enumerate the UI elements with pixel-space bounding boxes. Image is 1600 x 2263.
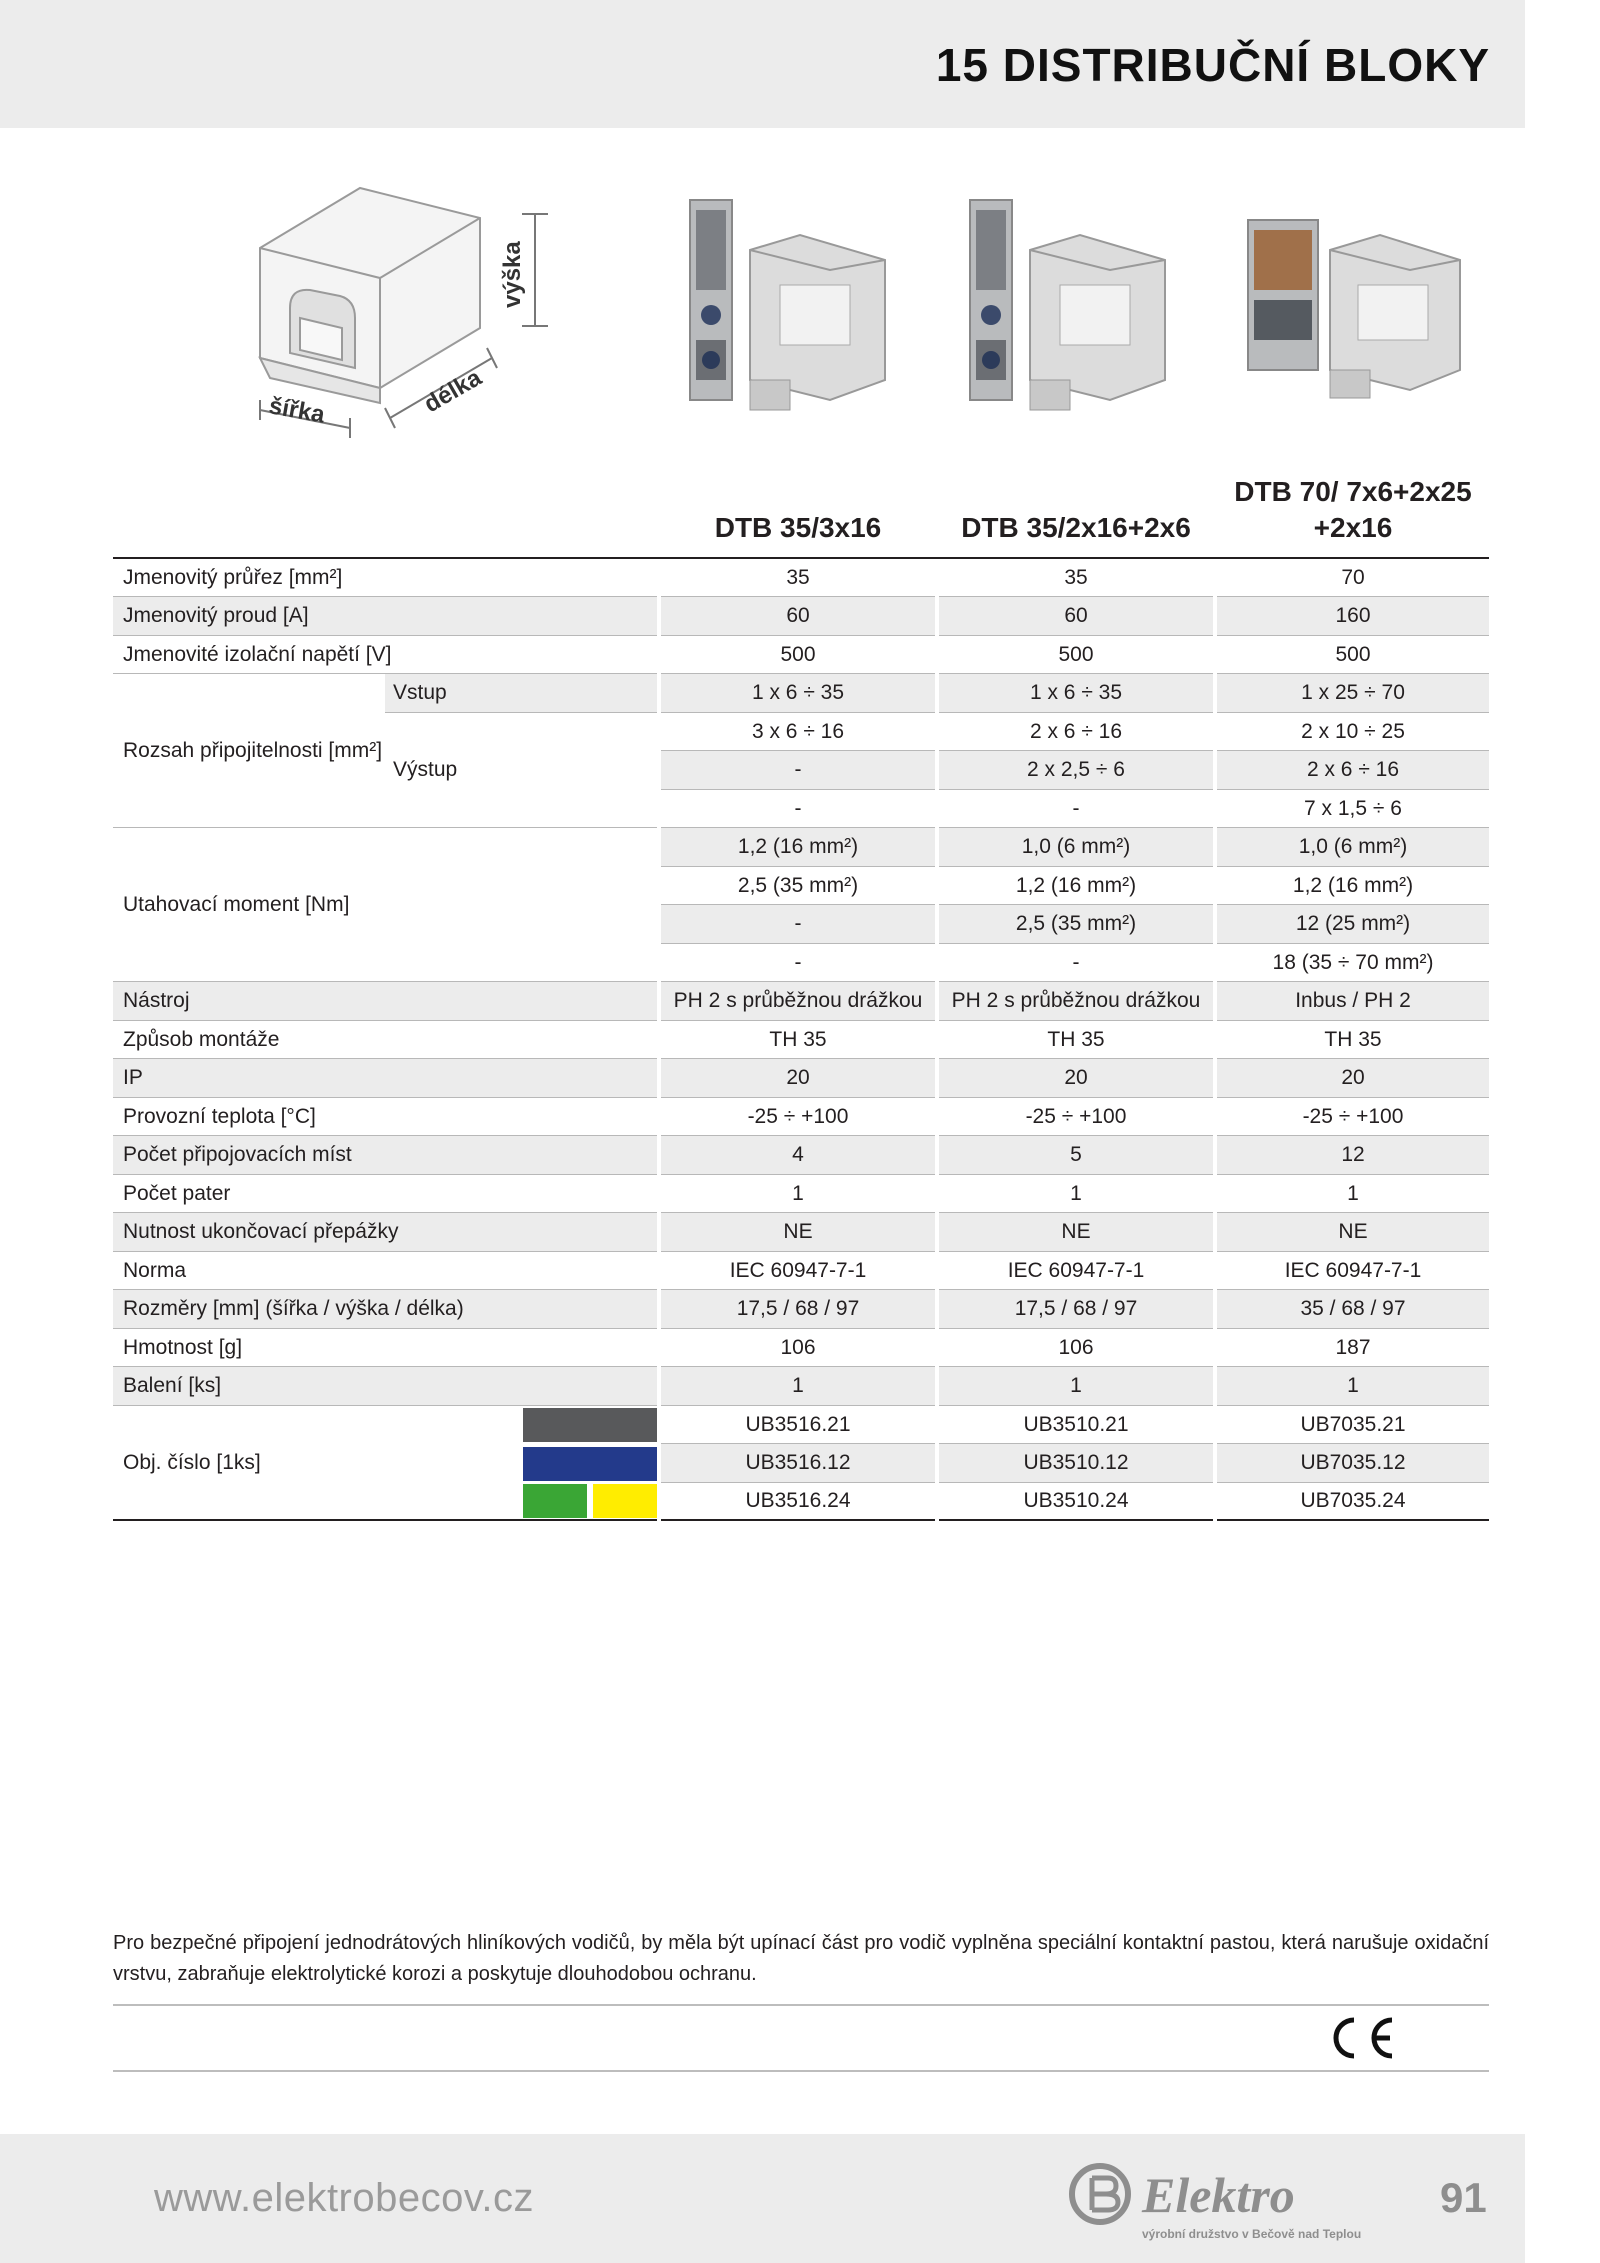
cell: 106 [661, 1329, 935, 1368]
aluminium-conductor-note: Pro bezpečné připojení jednodrátových hliníkových vodičů, by měla být upínací část pro vodič vyplněna speciální kontaktní pastou, která narušuje oxidační vrstvu, zabraňuje elektrolytické korozi a poskytuje dlouhodobou ochranu. [113, 1932, 1489, 1985]
cell: 1 x 25 ÷ 70 [1217, 674, 1489, 713]
table-row [113, 1175, 1489, 1214]
cell: 60 [939, 597, 1213, 636]
cell: -25 ÷ +100 [661, 1098, 935, 1137]
table-row [113, 597, 1489, 636]
color-swatch-cell [521, 1406, 657, 1445]
table-row [113, 636, 1489, 675]
row-label: Provozní teplota [°C] [113, 1098, 657, 1137]
website-link[interactable]: www.elektrobecov.cz [154, 2176, 535, 2220]
product-image-dtb70 [1240, 190, 1500, 430]
column-header: DTB 35/3x16 [661, 474, 935, 559]
ce-mark-icon [1322, 2014, 1398, 2062]
cell: 1 x 6 ÷ 35 [939, 674, 1213, 713]
dimension-diagram [230, 178, 570, 478]
cell: IEC 60947-7-1 [661, 1252, 935, 1291]
cell: 18 (35 ÷ 70 mm²) [1217, 944, 1489, 983]
cell: 5 [939, 1136, 1213, 1175]
row-label: Způsob montáže [113, 1021, 657, 1060]
cell: 12 (25 mm²) [1217, 905, 1489, 944]
page-number: 91 [1440, 2174, 1487, 2221]
row-label: IP [113, 1059, 657, 1098]
cell: - [661, 790, 935, 829]
product-image-dtb35-3x16 [680, 190, 940, 430]
spec-table [113, 474, 1489, 1521]
cell: 2 x 6 ÷ 16 [939, 713, 1213, 752]
row-label: Rozsah připojitelnosti [mm²] [113, 674, 385, 828]
width-label: šířka [266, 392, 327, 429]
cell: 1 x 6 ÷ 35 [661, 674, 935, 713]
column-header: DTB 70/ 7x6+2x25 +2x16 [1217, 474, 1489, 559]
cell: 1 [939, 1367, 1213, 1406]
cell: UB7035.24 [1217, 1483, 1489, 1522]
cell: 35 [661, 559, 935, 598]
cell: 35 / 68 / 97 [1217, 1290, 1489, 1329]
cell: UB3516.21 [661, 1406, 935, 1445]
table-row [113, 1406, 1489, 1445]
cell: NE [1217, 1213, 1489, 1252]
cell: 12 [1217, 1136, 1489, 1175]
elektro-logo [1062, 2156, 1382, 2246]
cell: 2 x 2,5 ÷ 6 [939, 751, 1213, 790]
cell: PH 2 s průběžnou drážkou [661, 982, 935, 1021]
cell: 1 [661, 1367, 935, 1406]
cell: 187 [1217, 1329, 1489, 1368]
row-label: Norma [113, 1252, 657, 1291]
row-label: Počet připojovacích míst [113, 1136, 657, 1175]
cell: 2 x 6 ÷ 16 [1217, 751, 1489, 790]
cell: 160 [1217, 597, 1489, 636]
cell: IEC 60947-7-1 [939, 1252, 1213, 1291]
cell: -25 ÷ +100 [1217, 1098, 1489, 1137]
cell: 2,5 (35 mm²) [661, 867, 935, 906]
cell: UB7035.12 [1217, 1444, 1489, 1483]
cell: - [661, 751, 935, 790]
cell: - [661, 944, 935, 983]
cell: 20 [661, 1059, 935, 1098]
table-row [113, 828, 1489, 867]
cell: TH 35 [1217, 1021, 1489, 1060]
cell: UB3510.24 [939, 1483, 1213, 1522]
table-row [113, 1059, 1489, 1098]
cell: 500 [939, 636, 1213, 675]
row-label: Jmenovité izolační napětí [V] [113, 636, 657, 675]
cell: 500 [1217, 636, 1489, 675]
cell: IEC 60947-7-1 [1217, 1252, 1489, 1291]
row-label: Nutnost ukončovací přepážky [113, 1213, 657, 1252]
product-image-dtb35-2x16-2x6 [960, 190, 1220, 430]
cell: 17,5 / 68 / 97 [939, 1290, 1213, 1329]
cell: 1 [939, 1175, 1213, 1214]
sub-label: Výstup [385, 713, 657, 829]
cell: - [939, 790, 1213, 829]
cell: 1,0 (6 mm²) [939, 828, 1213, 867]
cell: 4 [661, 1136, 935, 1175]
color-swatch-cell [521, 1444, 657, 1483]
green-swatch [523, 1484, 587, 1518]
cell: UB7035.21 [1217, 1406, 1489, 1445]
cell: 1,2 (16 mm²) [661, 828, 935, 867]
table-row [113, 982, 1489, 1021]
cell: 2,5 (35 mm²) [939, 905, 1213, 944]
cell: UB3516.12 [661, 1444, 935, 1483]
cell: Inbus / PH 2 [1217, 982, 1489, 1021]
cell: 17,5 / 68 / 97 [661, 1290, 935, 1329]
cell: 1 [661, 1175, 935, 1214]
page-title: 15 DISTRIBUČNÍ BLOKY [935, 39, 1490, 91]
cell: 1,0 (6 mm²) [1217, 828, 1489, 867]
cell: UB3510.21 [939, 1406, 1213, 1445]
yellow-swatch [593, 1484, 657, 1518]
logo-text: Elektro [1142, 2167, 1295, 2223]
table-row [113, 559, 1489, 598]
sub-label: Vstup [385, 674, 657, 713]
table-row [113, 1021, 1489, 1060]
cell: 20 [939, 1059, 1213, 1098]
table-row [113, 1329, 1489, 1368]
cell: 3 x 6 ÷ 16 [661, 713, 935, 752]
cell: 20 [1217, 1059, 1489, 1098]
cell: 7 x 1,5 ÷ 6 [1217, 790, 1489, 829]
cell: 1 [1217, 1175, 1489, 1214]
table-row [113, 1290, 1489, 1329]
cell: 35 [939, 559, 1213, 598]
cell: TH 35 [939, 1021, 1213, 1060]
divider [113, 2070, 1489, 2072]
table-row [113, 1367, 1489, 1406]
divider [113, 2004, 1489, 2006]
cell: - [661, 905, 935, 944]
row-label: Počet pater [113, 1175, 657, 1214]
cell: NE [661, 1213, 935, 1252]
length-label: délka [419, 364, 487, 419]
cell: 70 [1217, 559, 1489, 598]
cell: 1,2 (16 mm²) [939, 867, 1213, 906]
row-label: Jmenovitý proud [A] [113, 597, 657, 636]
row-label: Utahovací moment [Nm] [113, 828, 657, 982]
column-header: DTB 35/2x16+2x6 [939, 474, 1213, 559]
logo-subtitle: výrobní družstvo v Bečově nad Teplou [1142, 2227, 1362, 2241]
cell: 60 [661, 597, 935, 636]
cell: PH 2 s průběžnou drážkou [939, 982, 1213, 1021]
color-swatch-cell [521, 1483, 657, 1522]
table-row [113, 1098, 1489, 1137]
grey-swatch [523, 1408, 657, 1442]
cell: 1 [1217, 1367, 1489, 1406]
cell: UB3510.12 [939, 1444, 1213, 1483]
row-label: Jmenovitý průřez [mm²] [113, 559, 657, 598]
row-label: Obj. číslo [1ks] [113, 1406, 521, 1522]
cell: TH 35 [661, 1021, 935, 1060]
cell: 106 [939, 1329, 1213, 1368]
row-label: Rozměry [mm] (šířka / výška / délka) [113, 1290, 657, 1329]
table-header-row [113, 474, 1489, 559]
table-row [113, 674, 1489, 713]
table-row [113, 1213, 1489, 1252]
cell: - [939, 944, 1213, 983]
cell: -25 ÷ +100 [939, 1098, 1213, 1137]
table-row [113, 1136, 1489, 1175]
blue-swatch [523, 1447, 657, 1481]
table-row [113, 1252, 1489, 1291]
row-label: Hmotnost [g] [113, 1329, 657, 1368]
height-label: výška [499, 241, 526, 308]
cell: 1,2 (16 mm²) [1217, 867, 1489, 906]
row-label: Balení [ks] [113, 1367, 657, 1406]
row-label: Nástroj [113, 982, 657, 1021]
cell: 2 x 10 ÷ 25 [1217, 713, 1489, 752]
cell: 500 [661, 636, 935, 675]
cell: UB3516.24 [661, 1483, 935, 1522]
cell: NE [939, 1213, 1213, 1252]
